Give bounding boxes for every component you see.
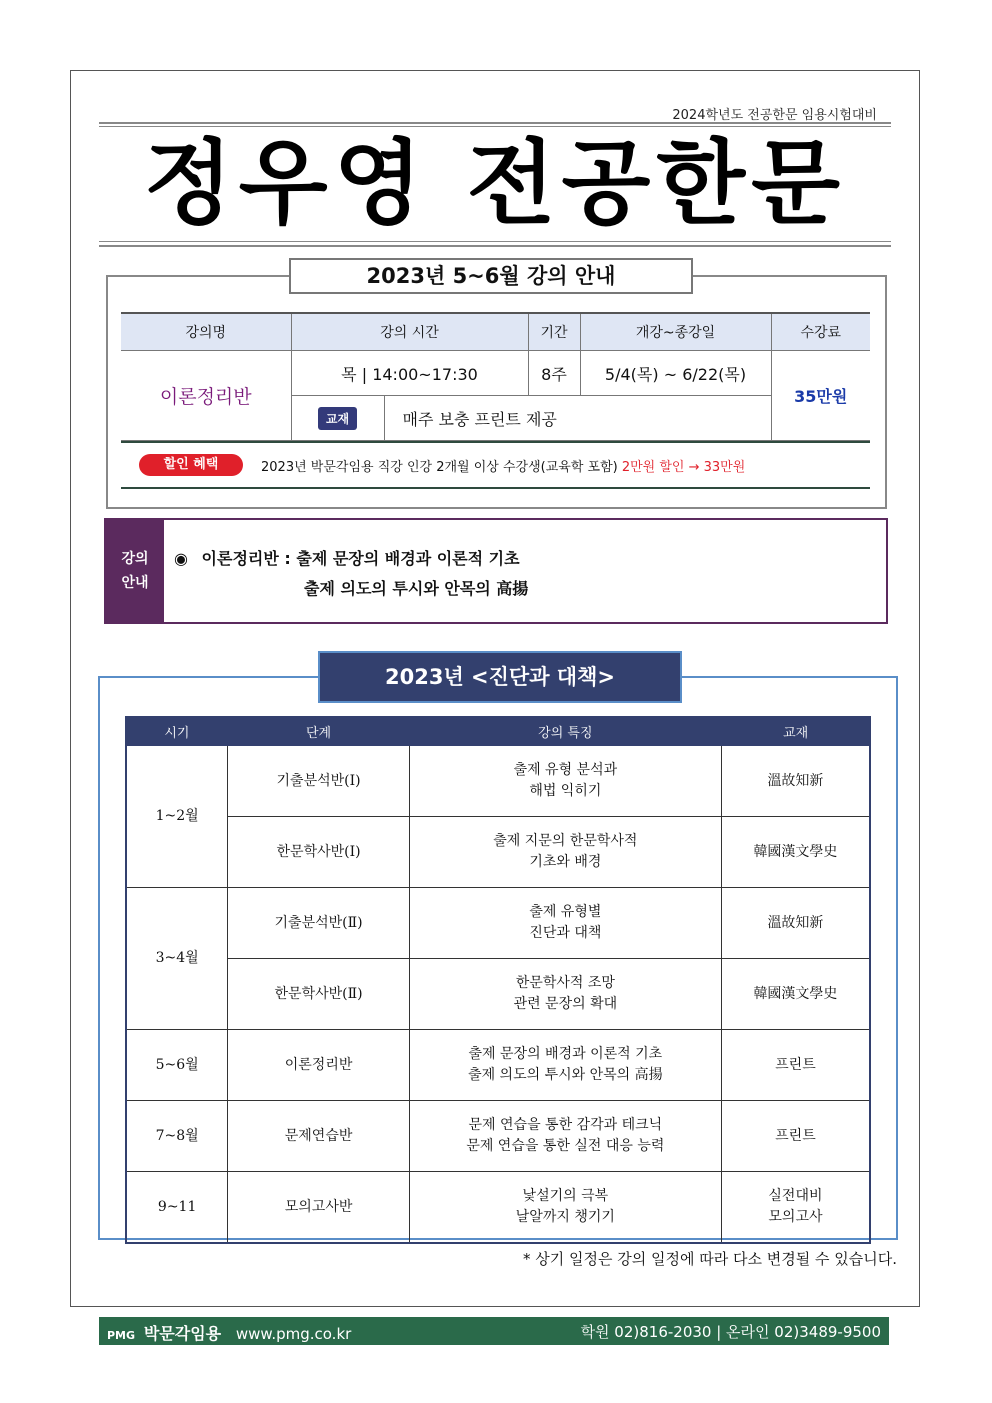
stage-cell: 한문학사반(Ⅱ) xyxy=(228,959,410,1030)
book-line: 모의고사 xyxy=(768,1209,823,1225)
table-row xyxy=(126,1101,870,1172)
period-cell: 1~2월 xyxy=(126,745,228,888)
period-cell: 5~6월 xyxy=(126,1030,228,1101)
website-link[interactable]: www.pmg.co.kr xyxy=(235,1325,352,1343)
discount-condition: 2023년 박문각임용 직강 인강 2개월 이상 수강생(교육학 포함) xyxy=(261,460,618,475)
feature-line: 출제 문장의 배경과 이론적 기초 xyxy=(468,1046,663,1062)
pmg-logo: PMG xyxy=(107,1329,136,1342)
feature-cell xyxy=(409,745,721,817)
textbook-text: 매주 보충 프린트 제공 xyxy=(402,409,557,429)
course-guide-box xyxy=(104,518,888,624)
stage-cell: 기출분석반(Ⅰ) xyxy=(228,745,410,817)
footer-bar xyxy=(99,1317,889,1345)
column-header: 수강료 xyxy=(771,313,870,351)
column-header: 시기 xyxy=(126,717,228,745)
feature-cell xyxy=(409,888,721,959)
feature-line: 문제 연습을 통한 실전 대응 능력 xyxy=(466,1138,665,1154)
feature-cell xyxy=(409,1172,721,1244)
book-cell: 프린트 xyxy=(721,1030,870,1101)
brand-name: 박문각임용 xyxy=(143,1324,222,1343)
feature-line: 한문학사적 조망 xyxy=(515,975,615,991)
feature-cell xyxy=(409,959,721,1030)
book-cell: 프린트 xyxy=(721,1101,870,1172)
column-header: 단계 xyxy=(228,717,410,745)
table-row xyxy=(126,1172,870,1244)
page-title: 정우영 전공한문 xyxy=(143,130,847,237)
lecture-info-table xyxy=(121,312,870,441)
column-header: 기간 xyxy=(528,313,580,351)
table-row xyxy=(126,959,870,1030)
book-cell: 溫故知新 xyxy=(721,888,870,959)
course-fee: 35만원 xyxy=(771,351,870,441)
stage-cell: 모의고사반 xyxy=(228,1172,410,1244)
column-header: 교재 xyxy=(721,717,870,745)
column-header: 개강~종강일 xyxy=(580,313,771,351)
feature-cell xyxy=(409,1101,721,1172)
period-cell: 9~11 xyxy=(126,1172,228,1244)
textbook-tag-cell xyxy=(292,396,385,440)
lecture-info-heading: 2023년 5~6월 강의 안내 xyxy=(289,258,693,294)
feature-line: 진단과 대책 xyxy=(529,925,602,941)
diagnosis-heading: 2023년 <진단과 대책> xyxy=(318,651,682,703)
feature-line: 기초와 배경 xyxy=(529,854,602,870)
column-header: 강의 특징 xyxy=(409,717,721,745)
period-cell: 3~4월 xyxy=(126,888,228,1030)
book-cell xyxy=(721,1172,870,1244)
table-row xyxy=(126,745,870,817)
course-duration: 8주 xyxy=(528,351,580,396)
book-cell: 韓國漢文學史 xyxy=(721,959,870,1030)
feature-cell xyxy=(409,1030,721,1101)
title-rule xyxy=(99,245,891,247)
textbook-cell xyxy=(291,396,771,441)
feature-line: 출제 의도의 투시와 안목의 高揚 xyxy=(468,1067,663,1083)
feature-line: 관련 문장의 확대 xyxy=(513,996,618,1012)
stage-cell: 이론정리반 xyxy=(228,1030,410,1101)
feature-line: 날알까지 챙기기 xyxy=(515,1209,615,1225)
guide-text: 이론정리반 : 출제 문장의 배경과 이론적 기초 xyxy=(201,549,520,568)
title-rule xyxy=(99,241,891,242)
discount-row xyxy=(121,441,870,489)
discount-text xyxy=(261,456,745,475)
feature-line: 문제 연습을 통한 감각과 테크닉 xyxy=(468,1117,663,1133)
footer-contact: 학원 02)816-2030 | 온라인 02)3489-9500 xyxy=(580,1323,881,1341)
table-row xyxy=(126,888,870,959)
guide-label-line: 안내 xyxy=(121,575,149,591)
book-cell: 韓國漢文學史 xyxy=(721,817,870,888)
course-name: 이론정리반 xyxy=(121,351,291,441)
stage-cell: 기출분석반(Ⅱ) xyxy=(228,888,410,959)
discount-price: 2만원 할인 → 33만원 xyxy=(621,460,746,475)
stage-cell: 한문학사반(Ⅰ) xyxy=(228,817,410,888)
feature-line: 출제 유형별 xyxy=(529,904,602,920)
bullet-icon: ◉ xyxy=(174,549,188,568)
column-header: 강의명 xyxy=(121,313,291,351)
guide-line xyxy=(174,546,520,569)
schedule-note: * 상기 일정은 강의 일정에 따라 다소 변경될 수 있습니다. xyxy=(523,1250,897,1268)
schedule-table xyxy=(125,716,871,1244)
feature-line: 해법 익히기 xyxy=(529,783,602,799)
discount-badge: 할인 혜택 xyxy=(139,454,243,476)
footer-brand xyxy=(107,1321,351,1344)
period-cell: 7~8월 xyxy=(126,1101,228,1172)
exam-subtitle: 2024학년도 전공한문 임용시험대비 xyxy=(672,108,877,123)
table-row xyxy=(126,1030,870,1101)
feature-line: 출제 유형 분석과 xyxy=(513,762,618,778)
textbook-tag: 교재 xyxy=(318,407,357,430)
column-header: 강의 시간 xyxy=(291,313,528,351)
guide-label-line: 강의 xyxy=(121,551,149,567)
guide-line: 출제 의도의 투시와 안목의 高揚 xyxy=(304,579,529,598)
book-line: 실전대비 xyxy=(768,1188,823,1204)
title-rule xyxy=(99,122,891,124)
feature-line: 출제 지문의 한문학사적 xyxy=(493,833,638,849)
feature-cell xyxy=(409,817,721,888)
course-time: 목 | 14:00~17:30 xyxy=(291,351,528,396)
table-row xyxy=(126,817,870,888)
course-dates: 5/4(목) ~ 6/22(목) xyxy=(580,351,771,396)
guide-label xyxy=(106,520,164,622)
feature-line: 낯설기의 극복 xyxy=(522,1188,609,1204)
book-cell: 溫故知新 xyxy=(721,745,870,817)
stage-cell: 문제연습반 xyxy=(228,1101,410,1172)
